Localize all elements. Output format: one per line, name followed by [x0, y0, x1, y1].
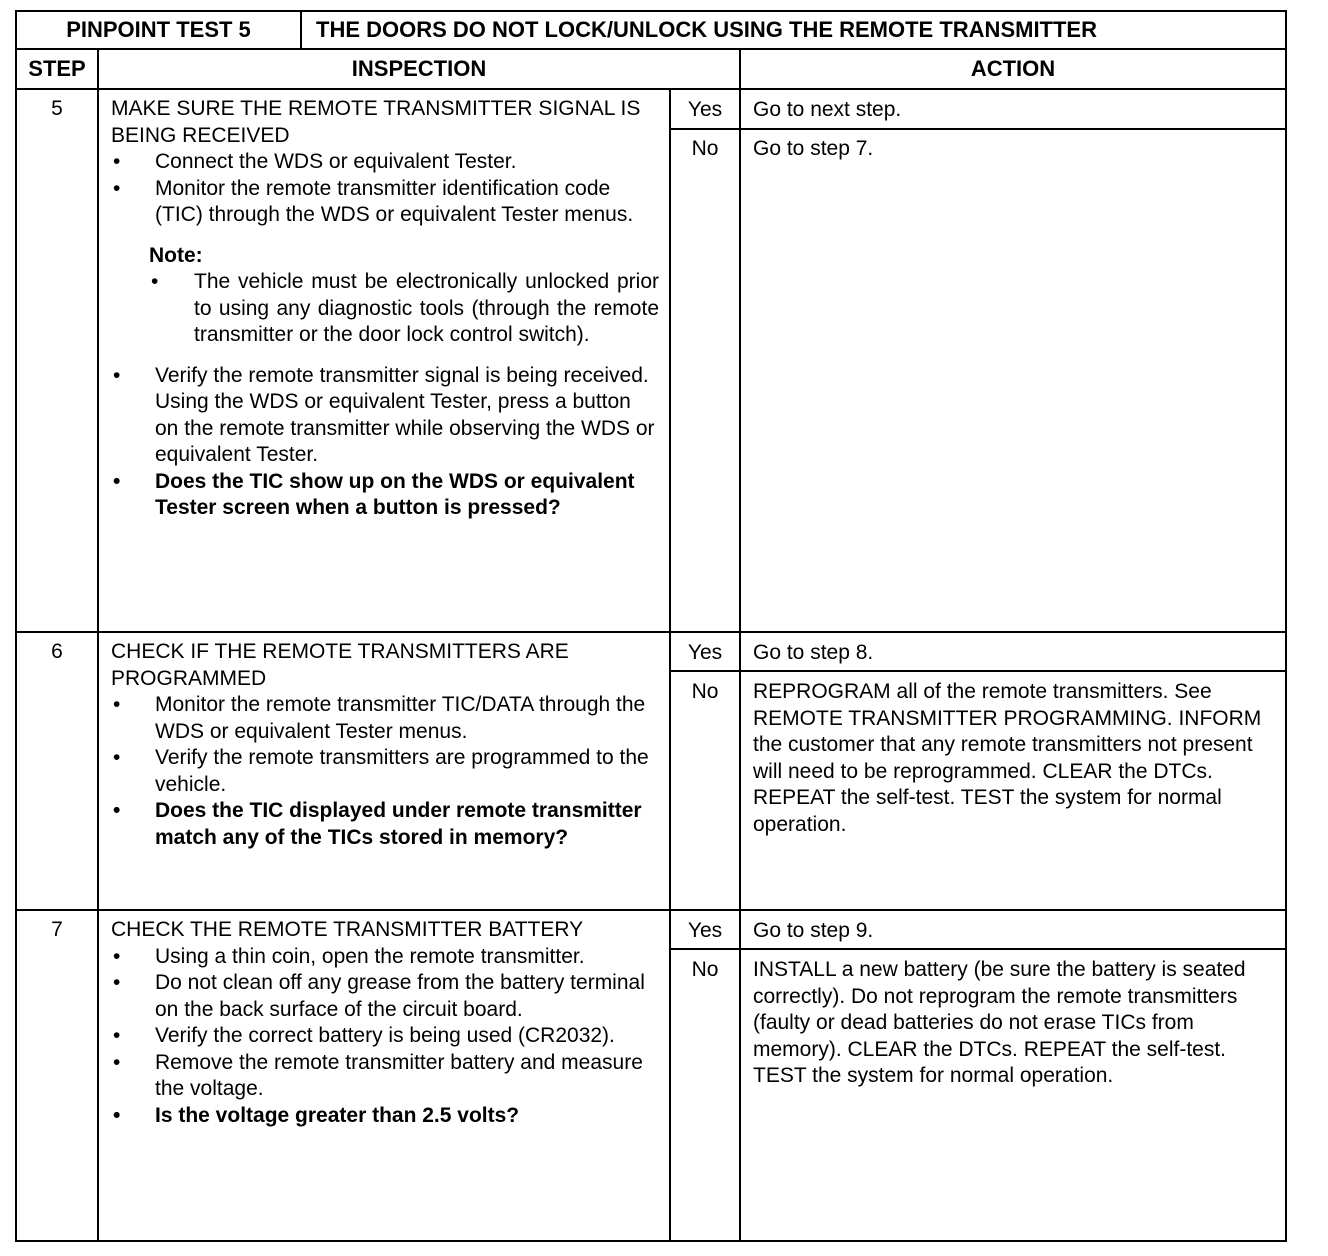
note-bullet: • The vehicle must be electronically unlocked prior to using any diagnostic tools (through the remote transmitter or the door lock control switch).: [149, 269, 659, 349]
rule-step6-yes: [669, 670, 1287, 672]
rule-bottom: [15, 1240, 1287, 1242]
inspection-list: [111, 692, 659, 851]
rule-step6-bottom: [15, 909, 1287, 911]
inspection-bullet: • Remove the remote transmitter battery and measure the voltage.: [111, 1050, 659, 1103]
note-heading: Note:: [149, 243, 203, 267]
no-action: Go to step 7.: [753, 137, 874, 160]
inspection-bullet: • Monitor the remote transmitter identification code (TIC) through the WDS or equivalent Tester menus.: [111, 176, 659, 229]
inspection-question: • Does the TIC displayed under remote transmitter match any of the TICs stored in memory?: [111, 798, 659, 851]
yes-action: Go to step 9.: [753, 919, 874, 942]
no-label: No: [691, 958, 719, 981]
note-box: [149, 243, 659, 349]
yes-label: Yes: [687, 641, 723, 664]
test-title: THE DOORS DO NOT LOCK/UNLOCK USING THE REMOTE TRANSMITTER: [316, 17, 1097, 42]
rule-header-bottom: [15, 88, 1287, 90]
rule-left: [15, 10, 17, 1242]
inspection-list: [111, 944, 659, 1130]
inspection-bullet: • Verify the correct battery is being used (CR2032).: [111, 1023, 659, 1050]
column-header-action: ACTION: [970, 56, 1056, 81]
column-header-step: STEP: [28, 56, 86, 81]
step-number: 6: [51, 640, 63, 663]
yes-label: Yes: [687, 98, 723, 121]
inspection-step-7: [111, 917, 659, 1129]
inspection-bullet: • Using a thin coin, open the remote transmitter.: [111, 944, 659, 971]
inspection-bullet: • Monitor the remote transmitter TIC/DATA through the WDS or equivalent Tester menus.: [111, 692, 659, 745]
inspection-step-5: [111, 96, 659, 522]
no-action: REPROGRAM all of the remote transmitters. See REMOTE TRANSMITTER PROGRAMMING. INFORM the customer that any remote transmitters not present will need to be reprogrammed. CLEAR the DTCs. REPEAT the self-test. TEST the system for normal operation.: [753, 680, 1262, 836]
yes-action: Go to next step.: [753, 98, 902, 121]
column-header-inspection: INSPECTION: [351, 56, 487, 81]
rule-step7-yes: [669, 948, 1287, 950]
inspection-list: [111, 149, 659, 229]
inspection-step-6: [111, 639, 659, 851]
inspection-question: • Is the voltage greater than 2.5 volts?: [111, 1103, 659, 1130]
yes-label: Yes: [687, 919, 723, 942]
inspection-bullet: • Verify the remote transmitter signal is being received. Using the WDS or equivalent Tester, press a button on the remote transmitter while observing the WDS or equivalent Tester.: [111, 363, 659, 469]
rule-title-split: [300, 10, 302, 50]
step-title: MAKE SURE THE REMOTE TRANSMITTER SIGNAL IS BEING RECEIVED: [111, 97, 641, 147]
rule-step5-yes: [669, 128, 1287, 130]
rule-step5-bottom: [15, 631, 1287, 633]
rule-right: [1285, 10, 1287, 1242]
inspection-list: [111, 363, 659, 522]
inspection-bullet: • Verify the remote transmitters are programmed to the vehicle.: [111, 745, 659, 798]
rule-action-col: [739, 48, 741, 1242]
step-number: 5: [51, 97, 63, 120]
test-label: PINPOINT TEST 5: [66, 17, 251, 42]
no-label: No: [691, 680, 719, 703]
inspection-question: • Does the TIC show up on the WDS or equivalent Tester screen when a button is pressed?: [111, 469, 659, 522]
inspection-bullet: • Do not clean off any grease from the battery terminal on the back surface of the circuit board.: [111, 970, 659, 1023]
step-title: CHECK IF THE REMOTE TRANSMITTERS ARE PROGRAMMED: [111, 640, 569, 690]
step-title: CHECK THE REMOTE TRANSMITTER BATTERY: [111, 918, 584, 941]
no-action: INSTALL a new battery (be sure the battery is seated correctly). Do not reprogram the remote transmitters (faulty or dead batteries do not erase TICs from memory). CLEAR the DTCs. REPEAT the self-test. TEST the system for normal operation.: [753, 958, 1246, 1087]
inspection-bullet: • Connect the WDS or equivalent Tester.: [111, 149, 659, 176]
rule-step-col: [97, 48, 99, 1242]
no-label: No: [691, 137, 719, 160]
step-number: 7: [51, 918, 63, 941]
yes-action: Go to step 8.: [753, 641, 874, 664]
